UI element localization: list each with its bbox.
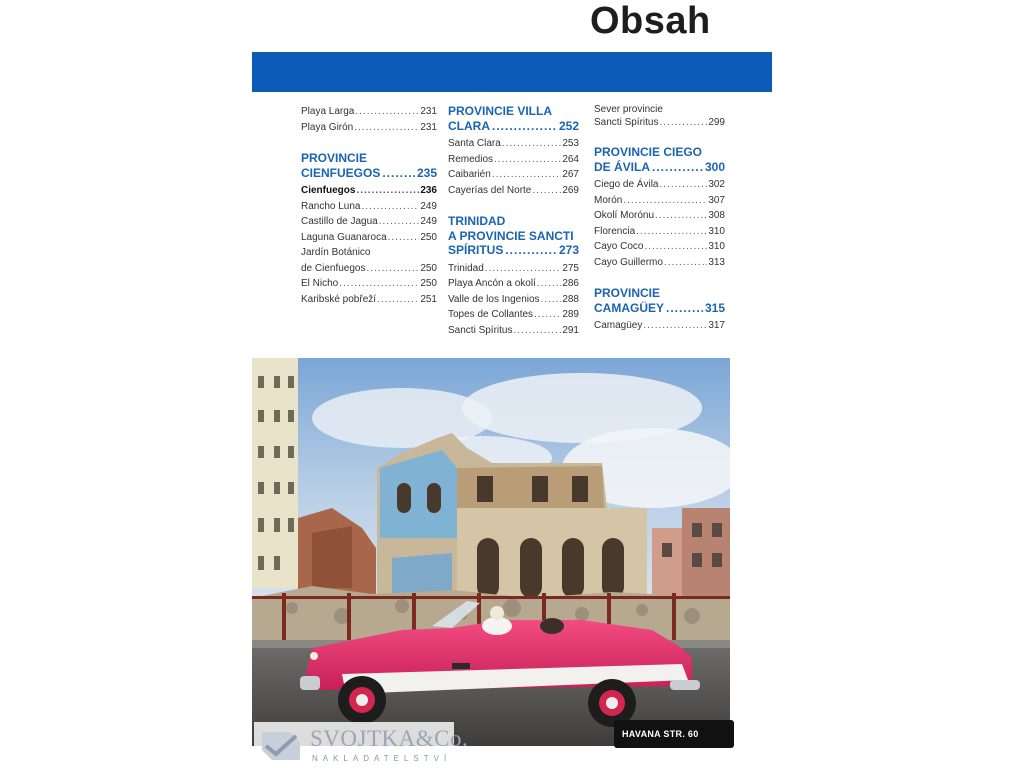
toc-entry-page: 307 — [708, 194, 725, 206]
toc-entry[interactable] — [448, 167, 579, 183]
toc-section-heading[interactable] — [301, 151, 437, 180]
toc-entry-name: Sancti Spíritus — [448, 324, 513, 336]
toc-entry-name: Playa Larga — [301, 106, 355, 117]
toc-entry-name: Karibské pobřeží — [301, 293, 377, 305]
toc-entry-name: Topes de Collantes — [448, 309, 534, 320]
toc-entry-page: 299 — [708, 116, 725, 128]
toc-entry-page: 236 — [420, 185, 437, 196]
toc-entry-page: 310 — [708, 225, 725, 237]
toc-entry-page: 302 — [708, 179, 725, 190]
toc-entry-name: Cienfuegos — [301, 185, 356, 196]
toc-entry-name: Florencia — [594, 225, 636, 237]
toc-entry-name: Santa Clara — [448, 138, 501, 149]
section-heading-page: 315 — [704, 300, 725, 315]
toc-entry-page: 310 — [708, 241, 725, 252]
toc-column-1 — [301, 104, 437, 307]
toc-entry-name: de Cienfuegos — [301, 262, 366, 274]
toc-entry[interactable] — [594, 104, 725, 129]
toc-section-heading[interactable] — [448, 214, 579, 258]
toc-entry-page: 249 — [420, 200, 437, 212]
toc-entry[interactable] — [448, 323, 579, 339]
toc-entry-page: 289 — [562, 309, 579, 320]
publisher-watermark — [254, 722, 469, 768]
toc-entry-name: Sancti Spíritus — [594, 116, 659, 128]
toc-entry-page: 288 — [562, 293, 579, 305]
section-heading-line: PROVINCIE VILLA — [448, 104, 553, 118]
toc-entry-name: Camagüey — [594, 320, 643, 331]
toc-entry-page: 250 — [420, 278, 437, 289]
toc-entry[interactable] — [594, 224, 725, 240]
toc-entry[interactable] — [301, 199, 437, 215]
toc-entry-name: Playa Ancón a okolí — [448, 278, 536, 289]
toc-entry-name: Valle de los Ingenios — [448, 293, 540, 305]
toc-entry-page: 317 — [708, 320, 725, 331]
toc-entry-page: 250 — [420, 231, 437, 243]
toc-entry[interactable] — [594, 239, 725, 255]
toc-section-heading[interactable] — [448, 104, 579, 133]
toc-entry-name: Sever provincie — [594, 104, 663, 115]
section-heading-line: DE ÁVILA — [594, 159, 651, 174]
section-heading-line: PROVINCIE CIEGO — [594, 145, 703, 159]
section-heading-line: CIENFUEGOS — [301, 165, 381, 180]
toc-entry-name: El Nicho — [301, 278, 339, 289]
toc-entry-name: Rancho Luna — [301, 200, 361, 212]
publisher-subtitle: NAKLADATELSTVÍ — [312, 754, 452, 763]
toc-entry-name: Playa Girón — [301, 121, 354, 133]
toc-entry-page: 269 — [562, 184, 579, 196]
toc-entry-page: 249 — [420, 216, 437, 227]
section-heading-line: CLARA — [448, 118, 490, 133]
toc-entry[interactable] — [301, 120, 437, 136]
publisher-logo-icon — [260, 728, 302, 764]
toc-entry-name: Okolí Morónu — [594, 210, 655, 221]
toc-entry-page: 250 — [420, 262, 437, 274]
toc-entry[interactable] — [594, 255, 725, 271]
toc-entry-page: 264 — [562, 153, 579, 165]
toc-entry-name: Laguna Guanaroca — [301, 231, 387, 243]
havana-photo — [252, 358, 730, 746]
toc-entry[interactable] — [448, 136, 579, 152]
section-heading-line: SPÍRITUS — [448, 243, 504, 257]
toc-entry-page: 291 — [562, 324, 579, 336]
toc-section-heading[interactable] — [594, 145, 725, 174]
toc-entry[interactable] — [301, 104, 437, 120]
toc-entry[interactable] — [594, 208, 725, 224]
toc-entry[interactable] — [594, 177, 725, 193]
section-heading-page: 273 — [558, 243, 579, 257]
toc-entry-page: 275 — [562, 262, 579, 274]
toc-entry[interactable] — [594, 193, 725, 209]
toc-entry[interactable] — [448, 276, 579, 292]
page-title: Obsah — [590, 0, 711, 42]
section-heading-line: CAMAGÜEY — [594, 300, 665, 315]
toc-section-heading[interactable] — [594, 286, 725, 315]
publisher-name: SVOJTKA&Co. — [310, 726, 469, 751]
toc-entry[interactable] — [301, 276, 437, 292]
section-heading-page: 235 — [416, 165, 437, 180]
toc-entry[interactable] — [448, 292, 579, 308]
toc-entry[interactable] — [301, 183, 437, 199]
photo-caption: HAVANA STR. 60 — [614, 720, 734, 748]
toc-entry-page: 253 — [562, 138, 579, 149]
toc-entry-name: Cayerías del Norte — [448, 184, 532, 196]
toc-entry[interactable] — [301, 245, 437, 276]
toc-entry[interactable] — [448, 152, 579, 168]
toc-entry[interactable] — [301, 230, 437, 246]
toc-entry-page: 313 — [708, 256, 725, 268]
toc-column-2 — [448, 104, 579, 338]
toc-entry-name: Morón — [594, 194, 623, 206]
toc-entry-name: Ciego de Ávila — [594, 179, 659, 190]
toc-entry-page: 308 — [708, 210, 725, 221]
toc-entry-page: 251 — [420, 293, 437, 305]
toc-entry-page: 286 — [562, 278, 579, 289]
section-heading-line: PROVINCIE — [301, 151, 368, 165]
header-band — [252, 52, 772, 92]
toc-entry-page: 231 — [420, 121, 437, 133]
toc-entry-name: Castillo de Jagua — [301, 216, 378, 227]
section-heading-line: TRINIDAD — [448, 214, 506, 228]
toc-entry-name: Cayo Coco — [594, 241, 644, 252]
toc-entry-name: Remedios — [448, 153, 494, 165]
toc-entry-name: Caibarién — [448, 169, 491, 180]
toc-entry[interactable] — [301, 292, 437, 308]
toc-entry-name: Jardín Botánico — [301, 247, 371, 258]
toc-column-3 — [594, 104, 725, 334]
toc-entry[interactable] — [594, 318, 725, 334]
toc-entry[interactable] — [448, 183, 579, 199]
toc-entry-name: Trinidad — [448, 262, 484, 274]
toc-entry-name: Cayo Guillermo — [594, 256, 663, 268]
section-heading-line: A PROVINCIE SANCTI — [448, 228, 574, 243]
toc-entry[interactable] — [448, 307, 579, 323]
section-heading-page: 252 — [558, 118, 579, 133]
toc-entry-page: 267 — [562, 169, 579, 180]
section-heading-line: PROVINCIE — [594, 286, 661, 300]
section-heading-page: 300 — [704, 159, 725, 174]
toc-entry[interactable] — [448, 261, 579, 277]
toc-entry-page: 231 — [420, 106, 437, 117]
toc-entry[interactable] — [301, 214, 437, 230]
